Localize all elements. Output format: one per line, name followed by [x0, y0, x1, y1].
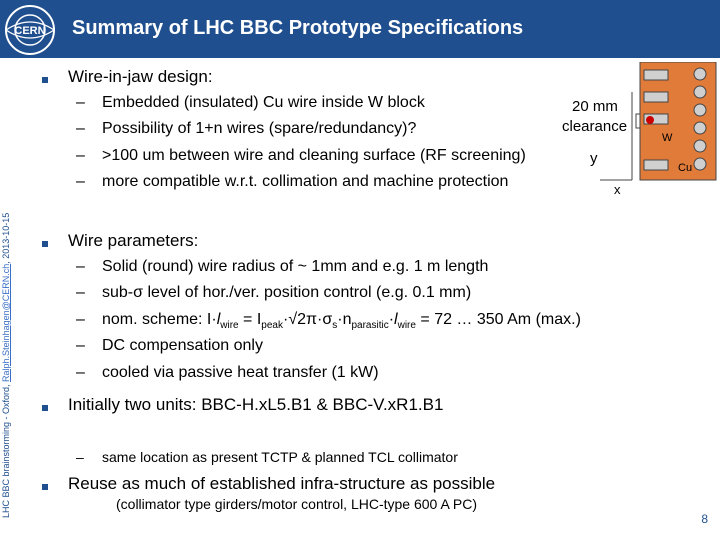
cern-logo-icon: [4, 4, 56, 56]
list-item: – Possibility of 1+n wires (spare/redundancy)?: [76, 120, 417, 137]
section-title: Wire parameters:: [68, 231, 199, 250]
bullet-icon: [42, 484, 48, 490]
cu-label: Cu: [678, 162, 693, 174]
author-email-link[interactable]: Ralph.Steinhagen@CERN.ch: [1, 263, 11, 382]
logo-text: CERN: [14, 25, 46, 37]
w-label: W: [662, 132, 673, 144]
sidebar-footer-text: [1, 213, 11, 518]
jaw-cross-section-icon: [540, 62, 720, 212]
page-number: 8: [701, 512, 708, 526]
list-item: – cooled via passive heat transfer (1 kW): [76, 364, 379, 381]
bullet-icon: [42, 77, 48, 83]
wire-in-jaw-diagram: [540, 62, 720, 212]
list-item: – Embedded (insulated) Cu wire inside W block: [76, 94, 425, 111]
slide-header: [0, 0, 720, 58]
list-item: – same location as present TCTP & planned TCL collimator: [76, 449, 458, 465]
section-title: Reuse as much of established infra-structure as possible: [68, 474, 496, 493]
list-item: – DC compensation only: [76, 337, 263, 354]
bullet-icon: [42, 405, 48, 411]
y-axis-label: y: [590, 150, 598, 167]
list-item: – more compatible w.r.t. collimation and machine protection: [76, 173, 509, 190]
clearance-value-label: 20 mm: [572, 98, 618, 115]
sidebar-text-prefix: LHC BBC brainstorming - Oxford,: [1, 381, 11, 518]
sidebar-text-suffix: , 2013-10-15: [1, 212, 11, 264]
section-title: Initially two units: BBC-H.xL5.B1 & BBC-V.xR1.B1: [68, 395, 444, 414]
list-item: (collimator type girders/motor control, LHC-type 600 A PC): [116, 496, 478, 512]
section-title: Wire-in-jaw design:: [68, 67, 213, 86]
x-axis-label: x: [614, 182, 621, 197]
list-item: – >100 um between wire and cleaning surface (RF screening): [76, 147, 526, 164]
list-item: – sub-σ level of hor./ver. position control (e.g. 0.1 mm): [76, 284, 472, 301]
clearance-label: clearance: [562, 118, 628, 135]
list-item: – nom. scheme: $I\cdot l_{wire} = I_{peak}\cdot√2\pi\cdot\sigma_s\cdot n_{parasitic}\cdot l_{wire} = 72$ … 350 Am (max.): [76, 311, 581, 332]
bullet-icon: [42, 241, 48, 247]
page-title: Summary of LHC BBC Prototype Specifications: [72, 17, 524, 39]
formula: nom. scheme: $I\cdot l_{wire} = I_{peak}\cdot√2\pi\cdot\sigma_s\cdot n_{parasitic}\cdot l_{wire} = 72$ … 350 Am (max.): [102, 311, 581, 332]
list-item: – Solid (round) wire radius of ~ 1mm and e.g. 1 m length: [76, 258, 489, 275]
